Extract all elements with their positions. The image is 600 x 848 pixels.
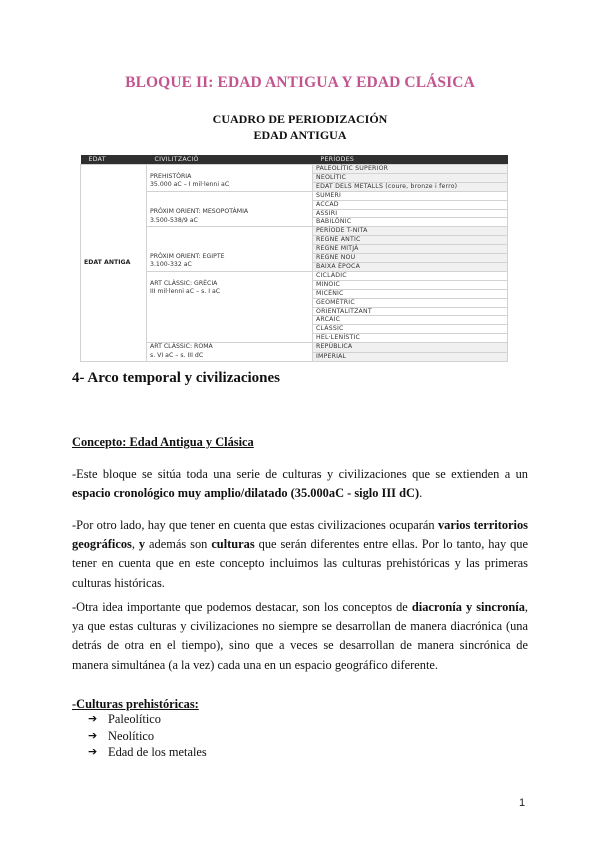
period-cell: ASSIRI xyxy=(313,209,508,218)
paragraph-3: -Otra idea importante que podemos destacar, son los conceptos de diacronía y sincronía, ya que estas culturas y civilizaciones no siempre se desarrollan de manera diacrónica (una detrás de otra en el tiempo), sino que a veces se desarrollan de manera sincrónica de manera simultánea (a la vez) cada una en un espacio geográfico diferente. xyxy=(72,600,528,672)
period-cell: REGNE MITJÀ xyxy=(313,245,508,254)
arrow-icon: ➔ xyxy=(88,712,98,725)
header-periodes: PERÍODES xyxy=(313,155,508,165)
header-edat: EDAT xyxy=(81,155,147,165)
arrow-icon: ➔ xyxy=(88,728,98,742)
header-civilitzacio: CIVILITZACIÓ xyxy=(147,155,313,165)
civ-cell: PREHISTÒRIA 35.000 aC – I mil·lenni aC xyxy=(147,165,313,192)
list-item: ➔ Paleolítico xyxy=(88,712,161,726)
paragraph-1: -Este bloque se sitúa toda una serie de culturas y civilizaciones que se extienden a un espacio cronológico muy amplio/dilatado (35.000aC - siglo III dC). xyxy=(72,467,528,501)
period-cell: MICÈNIC xyxy=(313,289,508,298)
paragraph-2: -Por otro lado, hay que tener en cuenta que estas civilizaciones ocuparán varios territorios geográficos, y además son culturas que serán diferentes entre ellas. Por lo tanto, hay que tener en cuenta que en este concepto incluimos las culturas prehistóricas y las primeras culturas históricas. xyxy=(72,518,528,590)
period-cell: ORIENTALITZANT xyxy=(313,307,508,316)
page-title: BLOQUE II: EDAD ANTIGUA Y EDAD CLÁSICA xyxy=(125,74,475,91)
period-cell: PALEOLÍTIC SUPERIOR xyxy=(313,165,508,174)
period-cell: NEOLÍTIC xyxy=(313,173,508,182)
civ-cell: PRÒXIM ORIENT: EGIPTE 3.100-332 aC xyxy=(147,227,313,272)
period-cell: BABILÒNIC xyxy=(313,218,508,227)
page-number: 1 xyxy=(519,797,526,809)
list-item: ➔ Edad de los metales xyxy=(88,745,207,759)
table-header-row xyxy=(81,155,508,165)
period-cell: BAIXA ÈPOCA xyxy=(313,262,508,271)
concept-heading: Concepto: Edad Antigua y Clásica xyxy=(72,435,254,449)
period-cell: HEL·LENÍSTIC xyxy=(313,334,508,343)
period-cell: MINOIC xyxy=(313,280,508,289)
list-item: ➔ Neolítico xyxy=(88,728,155,743)
edat-cell: EDAT ANTIGA xyxy=(81,165,147,362)
period-cell: ACCAD xyxy=(313,200,508,209)
table-title: CUADRO DE PERIODIZACIÓN xyxy=(212,112,388,126)
period-cell: CICLÀDIC xyxy=(313,271,508,280)
period-cell: IMPERIAL xyxy=(313,352,508,362)
period-cell: CLÀSSIC xyxy=(313,325,508,334)
civ-cell: ART CLÀSSIC: GRÈCIA III mil·lenni aC – s. I aC xyxy=(147,271,313,342)
table-subtitle: EDAD ANTIGUA xyxy=(253,128,347,142)
arrow-icon: ➔ xyxy=(88,745,98,758)
cultures-heading: -Culturas prehistóricas: xyxy=(72,697,199,711)
period-cell: REPÚBLICA xyxy=(313,343,508,353)
period-cell: EDAT DELS METALLS (coure, bronze i ferro) xyxy=(313,182,508,191)
period-cell: REGNE NOU xyxy=(313,254,508,263)
civ-cell: PRÒXIM ORIENT: MESOPOTÀMIA 3.500-538/9 aC xyxy=(147,191,313,227)
period-cell: REGNE ANTIC xyxy=(313,236,508,245)
civ-cell: ART CLÀSSIC: ROMA s. VI aC – s. III dC xyxy=(147,343,313,362)
section-heading: 4- Arco temporal y civilizaciones xyxy=(72,370,281,386)
periodization-table xyxy=(80,155,508,362)
period-cell: GEOMÈTRIC xyxy=(313,298,508,307)
period-cell: SUMERI xyxy=(313,191,508,200)
period-cell: PERÍODE T-NITA xyxy=(313,227,508,236)
cultures-list xyxy=(88,711,207,761)
table-row xyxy=(81,165,508,174)
period-cell: ARCAIC xyxy=(313,316,508,325)
